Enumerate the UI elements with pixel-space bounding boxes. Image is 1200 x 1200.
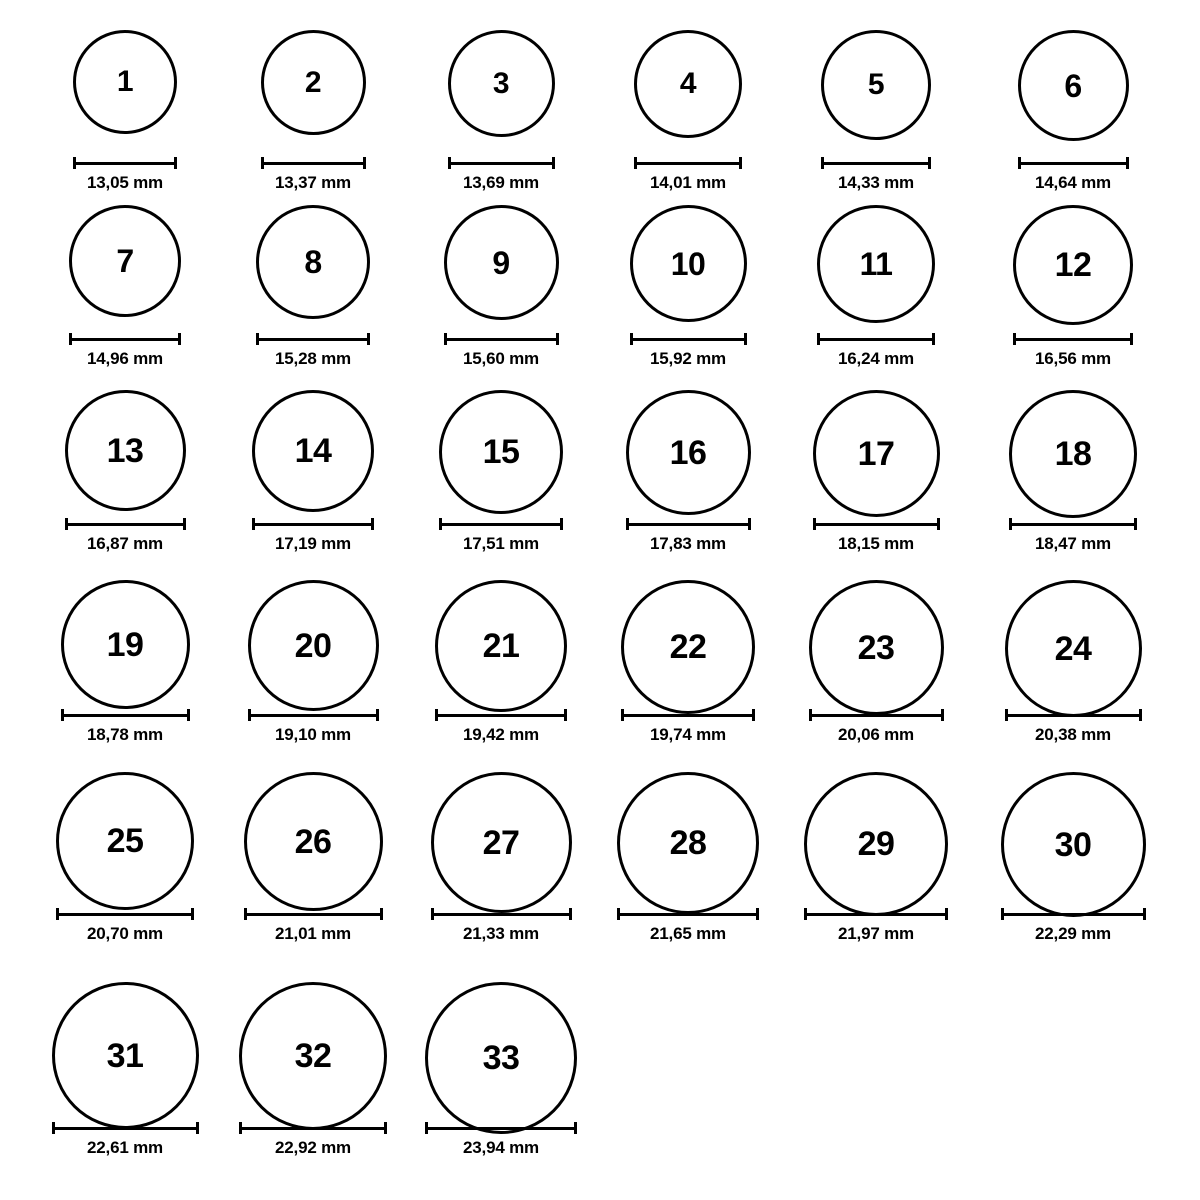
diameter-measure-bar	[444, 333, 559, 345]
measure-cap-right	[739, 157, 742, 169]
diameter-measure-bar	[61, 709, 190, 721]
ring-size-item	[203, 580, 423, 745]
ring-diameter-label: 17,51 mm	[463, 534, 539, 553]
ring-size-item	[766, 580, 986, 745]
ring-circle	[1001, 772, 1146, 917]
measure-cap-left	[439, 518, 442, 530]
measure-cap-left	[1005, 709, 1008, 721]
diameter-measure-bar	[252, 518, 374, 530]
ring-size-item	[15, 390, 235, 554]
diameter-measure-bar	[248, 709, 379, 721]
measure-cap-left	[52, 1122, 55, 1134]
measure-cap-right	[1130, 333, 1133, 345]
measure-cap-right	[945, 908, 948, 920]
measure-cap-right	[1134, 518, 1137, 530]
diameter-measure-bar	[425, 1122, 577, 1134]
ring-size-item	[963, 772, 1183, 944]
ring-circle	[1009, 390, 1137, 518]
ring-diameter-label: 21,65 mm	[650, 924, 726, 943]
ring-size-number: 21	[482, 627, 520, 665]
ring-circle	[52, 982, 199, 1129]
measure-cap-right	[178, 333, 181, 345]
ring-size-number: 11	[859, 246, 893, 282]
measure-cap-right	[564, 709, 567, 721]
measure-cap-left	[435, 709, 438, 721]
ring-size-number: 22	[669, 628, 707, 666]
ring-size-number: 26	[294, 822, 332, 861]
ring-diameter-label: 16,24 mm	[838, 349, 914, 368]
ring-circle	[73, 30, 177, 134]
measure-cap-right	[560, 518, 563, 530]
ring-size-number: 6	[1064, 67, 1082, 104]
ring-size-item	[15, 205, 235, 369]
ring-circle	[1018, 30, 1129, 141]
diameter-measure-bar	[617, 908, 759, 920]
ring-diameter-label: 17,83 mm	[650, 534, 726, 553]
diameter-measure-bar	[809, 709, 944, 721]
ring-diameter-label: 21,01 mm	[275, 924, 351, 943]
ring-size-number: 24	[1054, 629, 1092, 668]
ring-size-item	[766, 390, 986, 554]
ring-size-number: 30	[1054, 825, 1092, 864]
diameter-measure-bar	[261, 157, 366, 169]
ring-diameter-label: 16,56 mm	[1035, 349, 1111, 368]
ring-size-item	[963, 205, 1183, 369]
measure-cap-left	[804, 908, 807, 920]
ring-diameter-label: 15,28 mm	[275, 349, 351, 368]
ring-diameter-label: 17,19 mm	[275, 534, 351, 553]
ring-size-item	[203, 30, 423, 193]
ring-size-number: 27	[482, 823, 520, 862]
ring-diameter-label: 22,29 mm	[1035, 924, 1111, 943]
measure-cap-left	[630, 333, 633, 345]
ring-diameter-label: 19,42 mm	[463, 725, 539, 744]
diameter-measure-bar	[630, 333, 747, 345]
measure-cap-left	[248, 709, 251, 721]
ring-diameter-label: 21,33 mm	[463, 924, 539, 943]
measure-cap-left	[1001, 908, 1004, 920]
ring-size-item	[203, 390, 423, 554]
ring-diameter-label: 23,94 mm	[463, 1138, 539, 1157]
ring-diameter-label: 16,87 mm	[87, 534, 163, 553]
ring-diameter-label: 13,05 mm	[87, 173, 163, 192]
ring-circle	[252, 390, 374, 512]
ring-size-number: 10	[670, 245, 706, 282]
measure-cap-right	[932, 333, 935, 345]
ring-diameter-label: 18,78 mm	[87, 725, 163, 744]
ring-circle	[444, 205, 559, 320]
ring-size-number: 3	[492, 66, 510, 100]
ring-size-number: 17	[857, 434, 895, 473]
measure-cap-left	[634, 157, 637, 169]
ring-size-number: 28	[669, 824, 707, 862]
measure-cap-left	[431, 908, 434, 920]
measure-cap-left	[261, 157, 264, 169]
ring-diameter-label: 14,64 mm	[1035, 173, 1111, 192]
ring-circle	[435, 580, 567, 712]
diameter-measure-bar	[1001, 908, 1146, 920]
measure-cap-left	[425, 1122, 428, 1134]
ring-circle	[821, 30, 931, 140]
diameter-measure-bar	[431, 908, 572, 920]
measure-cap-left	[252, 518, 255, 530]
ring-size-item	[963, 390, 1183, 554]
measure-cap-left	[61, 709, 64, 721]
ring-diameter-label: 18,47 mm	[1035, 534, 1111, 553]
measure-cap-right	[371, 518, 374, 530]
diameter-measure-bar	[448, 157, 555, 169]
ring-circle	[248, 580, 379, 711]
measure-cap-right	[752, 709, 755, 721]
ring-circle	[448, 30, 555, 137]
ring-circle	[256, 205, 370, 319]
measure-cap-right	[380, 908, 383, 920]
ring-size-item	[203, 772, 423, 944]
ring-circle	[817, 205, 935, 323]
ring-size-item	[766, 30, 986, 193]
measure-cap-left	[813, 518, 816, 530]
ring-size-number: 9	[492, 244, 510, 281]
ring-size-number: 8	[304, 244, 322, 280]
ring-size-number: 19	[106, 625, 144, 664]
ring-diameter-label: 22,61 mm	[87, 1138, 163, 1157]
ring-circle	[61, 580, 190, 709]
measure-cap-right	[367, 333, 370, 345]
ring-circle	[69, 205, 181, 317]
measure-cap-right	[1139, 709, 1142, 721]
measure-cap-left	[809, 709, 812, 721]
ring-circle	[626, 390, 751, 515]
ring-circle	[425, 982, 577, 1134]
ring-size-number: 29	[857, 825, 895, 863]
diameter-measure-bar	[1009, 518, 1137, 530]
ring-circle	[431, 772, 572, 913]
diameter-measure-bar	[1013, 333, 1133, 345]
measure-cap-right	[748, 518, 751, 530]
ring-diameter-label: 20,70 mm	[87, 924, 163, 943]
ring-circle	[56, 772, 194, 910]
ring-size-number: 2	[304, 65, 322, 99]
ring-diameter-label: 14,96 mm	[87, 349, 163, 368]
ring-circle	[1005, 580, 1142, 717]
measure-cap-left	[1013, 333, 1016, 345]
ring-size-item	[578, 205, 798, 369]
measure-cap-left	[1009, 518, 1012, 530]
ring-size-item	[766, 205, 986, 369]
ring-size-item	[578, 30, 798, 193]
ring-size-number: 4	[679, 67, 697, 100]
measure-cap-left	[617, 908, 620, 920]
measure-cap-right	[552, 157, 555, 169]
ring-circle	[621, 580, 755, 714]
measure-cap-right	[941, 709, 944, 721]
diameter-measure-bar	[1018, 157, 1129, 169]
measure-cap-right	[556, 333, 559, 345]
ring-circle	[1013, 205, 1133, 325]
measure-cap-left	[821, 157, 824, 169]
ring-size-item	[15, 772, 235, 944]
measure-cap-right	[574, 1122, 577, 1134]
diameter-measure-bar	[256, 333, 370, 345]
measure-cap-right	[1126, 157, 1129, 169]
diameter-measure-bar	[239, 1122, 387, 1134]
ring-size-number: 5	[867, 68, 885, 101]
ring-diameter-label: 14,01 mm	[650, 173, 726, 192]
ring-size-item	[963, 30, 1183, 193]
measure-cap-left	[626, 518, 629, 530]
ring-size-number: 13	[106, 431, 144, 470]
ring-diameter-label: 13,37 mm	[275, 173, 351, 192]
measure-cap-right	[183, 518, 186, 530]
ring-size-item	[766, 772, 986, 944]
measure-cap-right	[756, 908, 759, 920]
ring-size-item	[15, 580, 235, 745]
ring-diameter-label: 13,69 mm	[463, 173, 539, 192]
measure-cap-left	[239, 1122, 242, 1134]
diameter-measure-bar	[634, 157, 742, 169]
diameter-measure-bar	[813, 518, 940, 530]
ring-size-item	[15, 30, 235, 193]
diameter-measure-bar	[65, 518, 186, 530]
diameter-measure-bar	[626, 518, 751, 530]
ring-diameter-label: 19,10 mm	[275, 725, 351, 744]
measure-cap-right	[174, 157, 177, 169]
ring-diameter-label: 15,92 mm	[650, 349, 726, 368]
ring-size-item	[203, 982, 423, 1158]
diameter-measure-bar	[1005, 709, 1142, 721]
measure-cap-right	[744, 333, 747, 345]
ring-diameter-label: 20,06 mm	[838, 725, 914, 744]
measure-cap-left	[244, 908, 247, 920]
measure-cap-left	[65, 518, 68, 530]
diameter-measure-bar	[817, 333, 935, 345]
measure-cap-left	[256, 333, 259, 345]
ring-size-number: 15	[482, 433, 520, 471]
ring-circle	[809, 580, 944, 715]
measure-cap-left	[1018, 157, 1021, 169]
ring-circle	[630, 205, 747, 322]
measure-cap-right	[363, 157, 366, 169]
diameter-measure-bar	[56, 908, 194, 920]
diameter-measure-bar	[69, 333, 181, 345]
diameter-measure-bar	[244, 908, 383, 920]
measure-cap-right	[937, 518, 940, 530]
ring-size-number: 23	[857, 628, 895, 667]
measure-cap-right	[1143, 908, 1146, 920]
measure-cap-right	[191, 908, 194, 920]
measure-cap-left	[621, 709, 624, 721]
ring-circle	[813, 390, 940, 517]
ring-diameter-label: 20,38 mm	[1035, 725, 1111, 744]
ring-size-number: 14	[294, 432, 332, 470]
measure-cap-right	[187, 709, 190, 721]
ring-diameter-label: 18,15 mm	[838, 534, 914, 553]
measure-cap-right	[196, 1122, 199, 1134]
ring-size-item	[963, 580, 1183, 745]
diameter-measure-bar	[621, 709, 755, 721]
ring-diameter-label: 21,97 mm	[838, 924, 914, 943]
ring-size-number: 18	[1054, 435, 1092, 473]
measure-cap-right	[569, 908, 572, 920]
ring-size-item	[578, 390, 798, 554]
measure-cap-left	[69, 333, 72, 345]
ring-circle	[617, 772, 759, 914]
ring-diameter-label: 19,74 mm	[650, 725, 726, 744]
diameter-measure-bar	[435, 709, 567, 721]
ring-size-number: 20	[294, 626, 332, 665]
diameter-measure-bar	[821, 157, 931, 169]
ring-circle	[65, 390, 186, 511]
ring-circle	[439, 390, 563, 514]
diameter-measure-bar	[804, 908, 948, 920]
ring-size-number: 12	[1054, 246, 1092, 284]
measure-cap-left	[448, 157, 451, 169]
measure-cap-right	[384, 1122, 387, 1134]
ring-circle	[239, 982, 387, 1130]
ring-size-item	[203, 205, 423, 369]
measure-cap-left	[73, 157, 76, 169]
measure-cap-left	[444, 333, 447, 345]
diameter-measure-bar	[73, 157, 177, 169]
ring-size-number: 31	[106, 1036, 144, 1075]
ring-diameter-label: 14,33 mm	[838, 173, 914, 192]
ring-size-number: 25	[106, 822, 144, 860]
ring-circle	[261, 30, 366, 135]
ring-circle	[634, 30, 742, 138]
diameter-measure-bar	[52, 1122, 199, 1134]
measure-cap-left	[817, 333, 820, 345]
ring-diameter-label: 15,60 mm	[463, 349, 539, 368]
ring-circle	[244, 772, 383, 911]
diameter-measure-bar	[439, 518, 563, 530]
ring-size-item	[578, 580, 798, 745]
ring-size-number: 7	[116, 243, 134, 279]
ring-size-number: 1	[116, 65, 134, 98]
ring-size-item	[391, 982, 611, 1158]
ring-diameter-label: 22,92 mm	[275, 1138, 351, 1157]
measure-cap-right	[376, 709, 379, 721]
ring-size-item	[578, 772, 798, 944]
measure-cap-left	[56, 908, 59, 920]
measure-cap-right	[928, 157, 931, 169]
ring-size-number: 32	[294, 1037, 332, 1075]
ring-size-item	[15, 982, 235, 1158]
ring-circle	[804, 772, 948, 916]
ring-size-number: 33	[482, 1039, 520, 1077]
ring-size-number: 16	[669, 433, 707, 472]
